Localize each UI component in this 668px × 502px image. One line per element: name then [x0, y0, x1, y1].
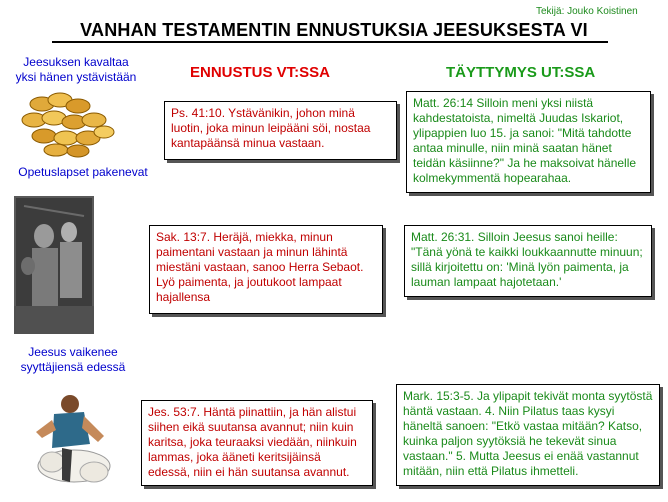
- fulfillment-column-header: TÄYTTYMYS UT:SSA: [446, 64, 596, 81]
- fulfillment-box-1: Matt. 26:14 Silloin meni yksi niistä kahdestatoista, nimeltä Juudas Iskariot, ylipappien luo 15. ja sanoi: "Mitä tahdotte antaa minulle, niin minä saatan hänet teidän käsiinne?" Ja he maksoivat hänelle kolmekymmentä hopearahaa.: [406, 91, 651, 193]
- page-title: VANHAN TESTAMENTIN ENNUSTUKSIA JEESUKSESTA VI: [80, 20, 588, 40]
- prophecy-box-3: Jes. 53:7. Häntä piinattiin, ja hän alistui siihen eikä suutansa avannut; niin kuin karitsa, joka teuraaksi viedään, niinkuin lammas, joka ääneti keritsijäinsä edessä, niin ei hän suutansa avannut.: [141, 400, 373, 486]
- side-label-silent: [8, 345, 138, 375]
- author-credit: Tekijä: Jouko Koistinen: [536, 6, 638, 17]
- side-label-silent-line1: Jeesus vaikenee: [28, 345, 118, 359]
- prophecy-box-1: Ps. 41:10. Ystävänikin, johon minä luotin, joka minun leipääni söi, nostaa kantapäänsä minua vastaan.: [164, 101, 397, 160]
- fulfillment-box-3: Mark. 15:3-5. Ja ylipapit tekivät monta syytöstä häntä vastaan. 4. Niin Pilatus taas kysyi häneltä sanoen: "Etkö vastaa mitään? Katso, kuinka paljon syytöksiä he tekevät sinua vastaan." 5. Mutta Jeesus ei enää vastannut mitään, niin että Pilatus ihmetteli.: [396, 384, 660, 486]
- prophecy-box-2: Sak. 13:7. Heräjä, miekka, minun paimentani vastaan ja minun lähintä miestäni vastaan, sanoo Herra Sebaot. Lyö paimenta, ja joutukoot lampaat hajallensa: [149, 225, 383, 314]
- fulfillment-box-2: Matt. 26:31. Silloin Jeesus sanoi heille: "Tänä yönä te kaikki loukkaannutte minuun; sillä kirjoitettu on: 'Minä lyön paimenta, ja lauman lampaat hajotetaan.': [404, 225, 652, 297]
- prophecy-column-header: ENNUSTUS VT:SSA: [190, 64, 331, 81]
- silver-coins-image: [20, 88, 118, 158]
- arrest-engraving-image: [14, 196, 94, 334]
- side-label-silent-line2: syyttäjiensä edessä: [20, 360, 126, 374]
- title-underline: [52, 41, 608, 43]
- side-label-disciples: Opetuslapset pakenevat: [18, 165, 148, 179]
- side-label-betrayal-line1: Jeesuksen kavaltaa: [23, 55, 129, 69]
- side-label-betrayal-line2: yksi hänen ystävistään: [15, 70, 137, 84]
- sheep-shearing-image: [22, 392, 122, 492]
- side-label-betrayal: [6, 55, 146, 85]
